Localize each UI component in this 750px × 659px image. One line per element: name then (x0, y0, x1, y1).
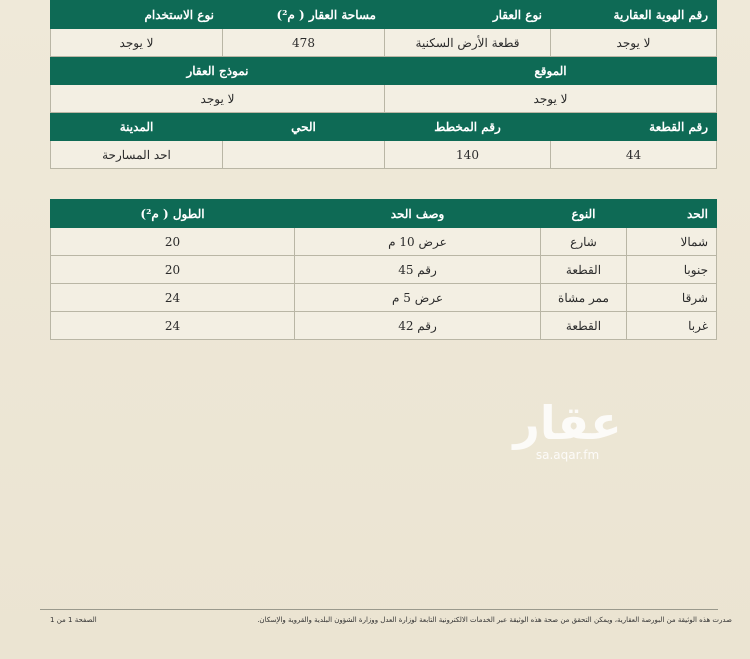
header-row-1 (51, 1, 717, 29)
value-city: احد المسارحة (51, 141, 223, 169)
table-row (51, 312, 717, 340)
boundary-type: شارع (541, 228, 627, 256)
header-boundary-description: وصف الحد (295, 200, 541, 228)
aqar-watermark-logo (510, 398, 625, 462)
value-property-area: 478 (223, 29, 385, 57)
boundary-length: 20 (51, 228, 295, 256)
header-location: الموقع (385, 57, 717, 85)
boundaries-table (50, 199, 717, 340)
header-district: الحي (223, 113, 385, 141)
value-row-1 (51, 29, 717, 57)
value-property-type: قطعة الأرض السكنية (385, 29, 551, 57)
footer-note: صدرت هذه الوثيقة من البورصة العقارية، ويمكن التحقق من صحة هذه الوثيقة عبر الخدمات الالكترونية التابعة لوزارة العدل ووزارة الشؤون البلدية والقروية والإسكان. (257, 616, 732, 624)
table-row (51, 228, 717, 256)
boundary-direction: جنوبا (627, 256, 717, 284)
boundary-length: 20 (51, 256, 295, 284)
header-property-area: مساحة العقار ( م²) (223, 1, 385, 29)
value-district (223, 141, 385, 169)
boundary-type: القطعة (541, 256, 627, 284)
boundary-description: رقم 45 (295, 256, 541, 284)
value-plan-number: 140 (385, 141, 551, 169)
header-type: النوع (541, 200, 627, 228)
boundary-direction: شرقا (627, 284, 717, 312)
header-plan-number: رقم المخطط (385, 113, 551, 141)
value-property-id: لا يوجد (551, 29, 717, 57)
table-row (51, 284, 717, 312)
boundary-direction: غربا (627, 312, 717, 340)
footer-divider (40, 609, 718, 610)
value-plot-number: 44 (551, 141, 717, 169)
value-row-3 (51, 141, 717, 169)
watermark-logo-text: عقار (513, 396, 622, 450)
watermark-url: sa.aqar.fm (535, 448, 600, 462)
boundaries-header-row (51, 200, 717, 228)
header-property-id: رقم الهوية العقارية (551, 1, 717, 29)
header-row-3 (51, 113, 717, 141)
boundary-description: رقم 42 (295, 312, 541, 340)
header-row-2 (51, 57, 717, 85)
table-row (51, 256, 717, 284)
boundary-direction: شمالا (627, 228, 717, 256)
header-usage-type: نوع الاستخدام (51, 1, 223, 29)
boundary-length: 24 (51, 312, 295, 340)
header-plot-number: رقم القطعة (551, 113, 717, 141)
value-row-2 (51, 85, 717, 113)
header-property-type: نوع العقار (385, 1, 551, 29)
boundary-type: ممر مشاة (541, 284, 627, 312)
header-property-model: نموذج العقار (51, 57, 385, 85)
boundary-length: 24 (51, 284, 295, 312)
value-usage-type: لا يوجد (51, 29, 223, 57)
value-location: لا يوجد (385, 85, 717, 113)
boundary-description: عرض 5 م (295, 284, 541, 312)
page-number: الصفحة 1 من 1 (50, 616, 97, 624)
header-city: المدينة (51, 113, 223, 141)
property-info-table (50, 0, 717, 169)
boundary-description: عرض 10 م (295, 228, 541, 256)
value-property-model: لا يوجد (51, 85, 385, 113)
header-length: الطول ( م²) (51, 200, 295, 228)
header-boundary: الحد (627, 200, 717, 228)
boundary-type: القطعة (541, 312, 627, 340)
